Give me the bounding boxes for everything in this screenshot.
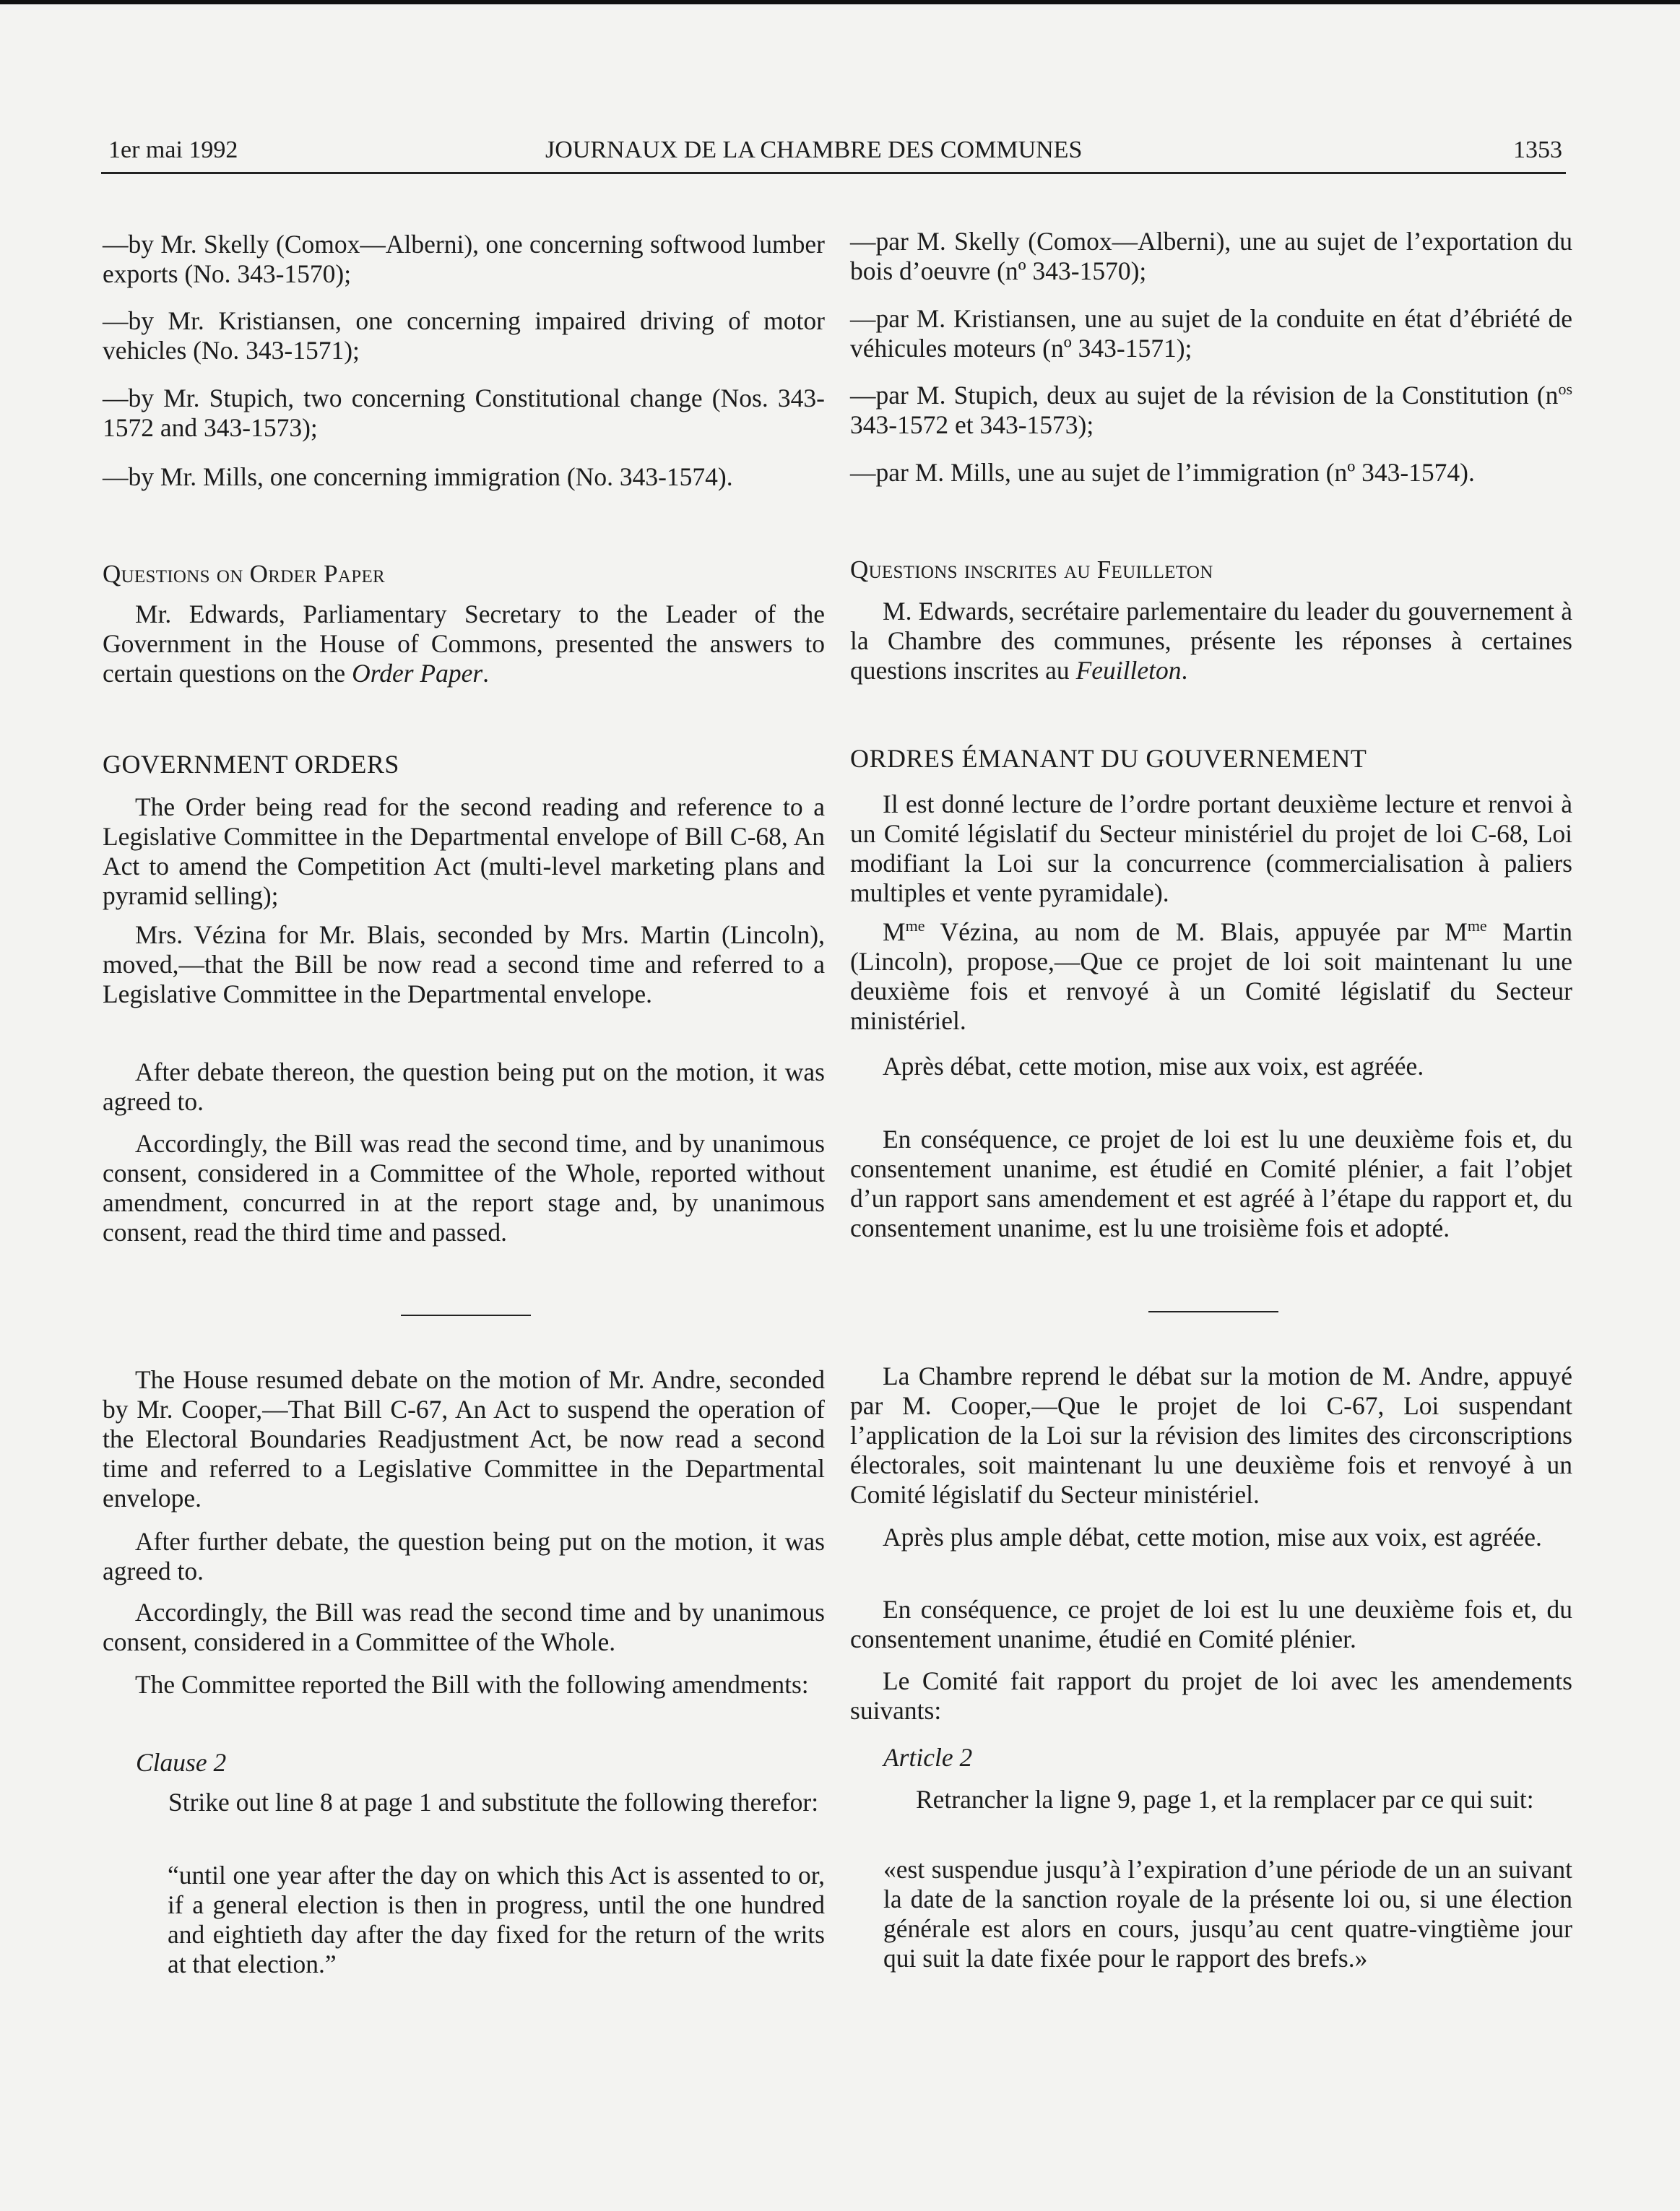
questions-heading: Questions inscrites au Feuilleton <box>850 555 1213 584</box>
paragraph: Accordingly, the Bill was read the second time and by unanimous consent, considered in a Committee of the Whole. <box>103 1598 825 1656</box>
header-rule <box>101 172 1566 174</box>
paragraph: Après débat, cette motion, mise aux voix, est agréée. <box>883 1052 1424 1081</box>
petition-item: —par M. Skelly (Comox—Alberni), une au sujet de l’exportation du bois d’oeuvre (nº 343-1570); <box>850 227 1572 285</box>
petition-item: —by Mr. Stupich, two concerning Constitutional change (Nos. 343-1572 and 343-1573); <box>103 384 825 442</box>
header-date: 1er mai 1992 <box>108 137 238 163</box>
amendment-instruction: Retrancher la ligne 9, page 1, et la remplacer par ce qui suit: <box>916 1785 1534 1814</box>
government-orders-heading: ORDRES ÉMANANT DU GOUVERNEMENT <box>850 744 1367 773</box>
paragraph: En conséquence, ce projet de loi est lu une deuxième fois et, du consentement unanime, est étudié en Comité plénier, a fait l’objet d’un rapport sans amendement et est agréé à l’étape du rapport et, du consentement unanime, est lu une troisième fois et adopté. <box>850 1125 1572 1242</box>
paragraph: Après plus ample débat, cette motion, mise aux voix, est agréée. <box>883 1523 1542 1552</box>
questions-paragraph: M. Edwards, secrétaire parlementaire du leader du gouvernement à la Chambre des communes, présente les réponses à certaines questions inscrites au Feuilleton. <box>850 597 1572 685</box>
petition-item: —par M. Mills, une au sujet de l’immigration (nº 343-1574). <box>850 458 1475 487</box>
paragraph: Accordingly, the Bill was read the second time, and by unanimous consent, considered in a Committee of the Whole, reported without amendment, concurred in at the report stage and, by unanimous consent, read the third time and passed. <box>103 1129 825 1247</box>
questions-paragraph: Mr. Edwards, Parliamentary Secretary to the Leader of the Government in the House of Commons, presented the answers to certain questions on the Order Paper. <box>103 600 825 688</box>
questions-heading: Questions on Order Paper <box>103 560 385 588</box>
paragraph: Mrs. Vézina for Mr. Blais, seconded by Mrs. Martin (Lincoln), moved,—that the Bill be now read a second time and referred to a Legislative Committee in the Departmental envelope. <box>103 920 825 1008</box>
paragraph: After debate thereon, the question being put on the motion, it was agreed to. <box>103 1057 825 1116</box>
petition-item: —par M. Kristiansen, une au sujet de la conduite en état d’ébriété de véhicules moteurs (nº 343-1571); <box>850 304 1572 363</box>
amendment-quote: “until one year after the day on which this Act is assented to or, if a general election is then in progress, until the one hundred and eightieth day after the day fixed for the return of the writs at that election.” <box>168 1861 825 1978</box>
section-separator <box>401 1315 531 1316</box>
paragraph: $M^{me}$ Vézina, au nom de M. Blais, appuyée par $M^{me}$ Martin (Lincoln), propose,—Que ce projet de loi soit maintenant lu une deuxième fois et renvoyé à un Comité législatif du Secteur ministériel. <box>850 917 1572 1035</box>
scan-edge <box>0 0 1680 4</box>
section-separator <box>1148 1311 1278 1312</box>
amendment-quote: «est suspendue jusqu’à l’expiration d’une période de un an suivant la date de la sanction royale de la présente loi ou, si une élection générale est alors en cours, jusqu’au cent quatre-vingtième jour qui suit la date fixée pour le rapport des brefs.» <box>883 1855 1572 1973</box>
header-page-number: 1353 <box>1513 137 1562 163</box>
paragraph: After further debate, the question being put on the motion, it was agreed to. <box>103 1527 825 1585</box>
amendment-instruction: Strike out line 8 at page 1 and substitute the following therefor: <box>168 1788 819 1817</box>
petition-item: —by Mr. Kristiansen, one concerning impaired driving of motor vehicles (No. 343-1571); <box>103 306 825 365</box>
paragraph: La Chambre reprend le débat sur la motion de M. Andre, appuyé par M. Cooper,—Que le projet de loi C-67, Loi suspendant l’application de la Loi sur la révision des limites des circonscriptions électorales, soit maintenant lu une deuxième fois et renvoyé à un Comité législatif du Secteur ministériel. <box>850 1362 1572 1509</box>
petition-item: —par M. Stupich, deux au sujet de la révision de la Constitution ($n^{os}$ 343-1572 et 343-1573); <box>850 380 1572 439</box>
clause-label: Clause 2 <box>136 1748 227 1777</box>
header-journal-title: JOURNAUX DE LA CHAMBRE DES COMMUNES <box>545 137 1083 163</box>
paragraph: The Order being read for the second reading and reference to a Legislative Committee in the Departmental envelope of Bill C-68, An Act to amend the Competition Act (multi-level marketing plans and pyramid selling); <box>103 792 825 910</box>
paragraph: Il est donné lecture de l’ordre portant deuxième lecture et renvoi à un Comité législatif du Secteur ministériel du projet de loi C-68, Loi modifiant la Loi sur la concurrence (commercialisation à paliers multiples et vente pyramidale). <box>850 789 1572 907</box>
paragraph: En conséquence, ce projet de loi est lu une deuxième fois et, du consentement unanime, étudié en Comité plénier. <box>850 1595 1572 1653</box>
petition-item: —by Mr. Mills, one concerning immigration (No. 343-1574). <box>103 462 733 491</box>
clause-label: Article 2 <box>883 1743 973 1772</box>
paragraph: The Committee reported the Bill with the following amendments: <box>135 1670 809 1699</box>
government-orders-heading: GOVERNMENT ORDERS <box>103 750 399 779</box>
paragraph: The House resumed debate on the motion of Mr. Andre, seconded by Mr. Cooper,—That Bill C-67, An Act to suspend the operation of the Electoral Boundaries Readjustment Act, be now read a second time and referred to a Legislative Committee in the Departmental envelope. <box>103 1365 825 1513</box>
paragraph: Le Comité fait rapport du projet de loi avec les amendements suivants: <box>850 1666 1572 1725</box>
petition-item: —by Mr. Skelly (Comox—Alberni), one concerning softwood lumber exports (No. 343-1570); <box>103 230 825 288</box>
